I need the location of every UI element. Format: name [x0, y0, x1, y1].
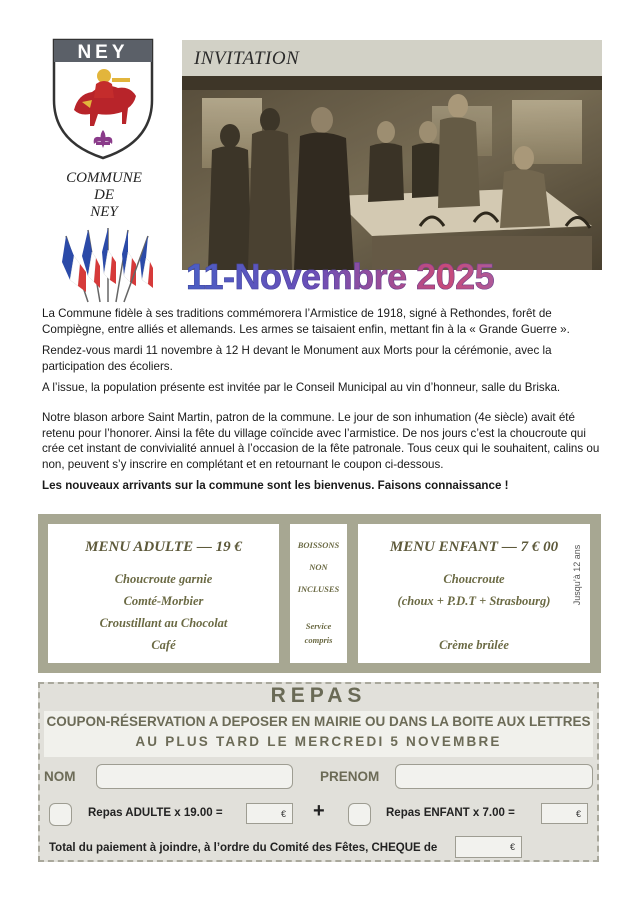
nom-field[interactable] [96, 764, 293, 789]
menu-child-age-note [570, 530, 584, 620]
euro-symbol: € [280, 808, 286, 819]
french-flags-icon [58, 226, 154, 304]
prenom-field[interactable] [395, 764, 593, 789]
menu-child-item: (choux + P.D.T + Strasbourg) [397, 594, 551, 608]
service-note-line: compris [304, 635, 333, 645]
menu-child-item: Choucroute [443, 572, 505, 586]
menu-adult-item: Croustillant au Chocolat [99, 616, 228, 630]
drinks-note-card [290, 524, 347, 663]
commune-line3: NEY [90, 204, 118, 220]
age-note-text: Jusqu’à 12 ans [572, 544, 582, 606]
menu-adult-item: Café [151, 638, 176, 652]
menu-child-card [358, 524, 590, 663]
menu-adult-item: Comté-Morbier [123, 594, 204, 608]
drinks-note-line: INCLUSES [297, 584, 340, 594]
commune-name [40, 170, 168, 221]
coupon-deadline: AU PLUS TARD LE MERCREDI 5 NOVEMBRE [135, 734, 502, 749]
coupon-instructions: COUPON-RÉSERVATION A DEPOSER EN MAIRIE OU DANS LA BOITE AUX LETTRES [46, 714, 591, 729]
adult-meal-label: Repas ADULTE x 19.00 = [88, 807, 223, 819]
menu-child-item: Crème brûlée [439, 638, 509, 652]
paragraph-welcome: Les nouveaux arrivants sur la commune sont les bienvenus. Faisons connaissance ! [42, 479, 509, 493]
child-meal-label: Repas ENFANT x 7.00 = [386, 807, 515, 819]
invitation-text [42, 306, 602, 500]
cheque-amount-field[interactable] [455, 836, 522, 858]
plus-sign: + [313, 800, 325, 822]
total-payment-label: Total du paiement à joindre, à l’ordre du Comité des Fêtes, CHEQUE de [49, 842, 438, 854]
event-date-title: 11-Novembre 2025 [186, 256, 606, 298]
svg-text:NEY: NEY [77, 42, 129, 63]
drinks-note-line: NON [309, 562, 328, 572]
child-quantity-field[interactable] [348, 803, 371, 826]
paragraph-rendezvous: Rendez-vous mardi 11 novembre à 12 H devant le Monument aux Morts pour la cérémonie, avec la participation des écoliers. [42, 344, 552, 373]
invitation-title: INVITATION [194, 48, 300, 69]
nom-label: NOM [44, 769, 76, 784]
service-note-line: Service [305, 621, 332, 631]
prenom-label: PRENOM [320, 769, 380, 784]
coupon-title: REPAS [270, 684, 367, 707]
menu-adult-card [48, 524, 279, 663]
drinks-note-line: BOISSONS [297, 540, 340, 550]
paragraph-vin-honneur: A l’issue, la population présente est invitée par le Conseil Municipal au vin d’honneur, salle du Briska. [42, 381, 561, 395]
commune-line2: DE [94, 187, 114, 203]
adult-amount-field[interactable] [246, 803, 293, 824]
adult-quantity-field[interactable] [49, 803, 72, 826]
commune-line1: COMMUNE [66, 170, 142, 186]
ney-coat-of-arms [52, 38, 154, 160]
armistice-photo [182, 76, 602, 270]
euro-symbol: € [575, 808, 581, 819]
menu-child-title: MENU ENFANT — 7 € 00 [389, 539, 559, 555]
child-amount-field[interactable] [541, 803, 588, 824]
paragraph-armistice: La Commune fidèle à ses traditions commémorera l’Armistice de 1918, signé à Rethondes, forêt de Compiègne, entre alliés et allemands. Les armes se taisaient enfin, mettant fin à la « Grande Guerre ». [42, 307, 570, 336]
menu-adult-item: Choucroute garnie [114, 572, 213, 586]
paragraph-saint-martin: Notre blason arbore Saint Martin, patron de la commune. Le jour de son inhumation (4e siècle) avait été retenu pour l’honorer. Ainsi la fête du village coïncide avec l’armistice. De nos jours c’est la choucroute qui crée cet instant de convivialité annuel à l’occasion de la fête patronale. Tous ceux qui le souhaitent, calins ou non, peuvent s’y inscrire en complétant et en retournant le coupon ci-dessous. [42, 410, 600, 471]
menu-adult-title: MENU ADULTE — 19 € [85, 539, 242, 555]
euro-symbol: € [509, 842, 515, 852]
